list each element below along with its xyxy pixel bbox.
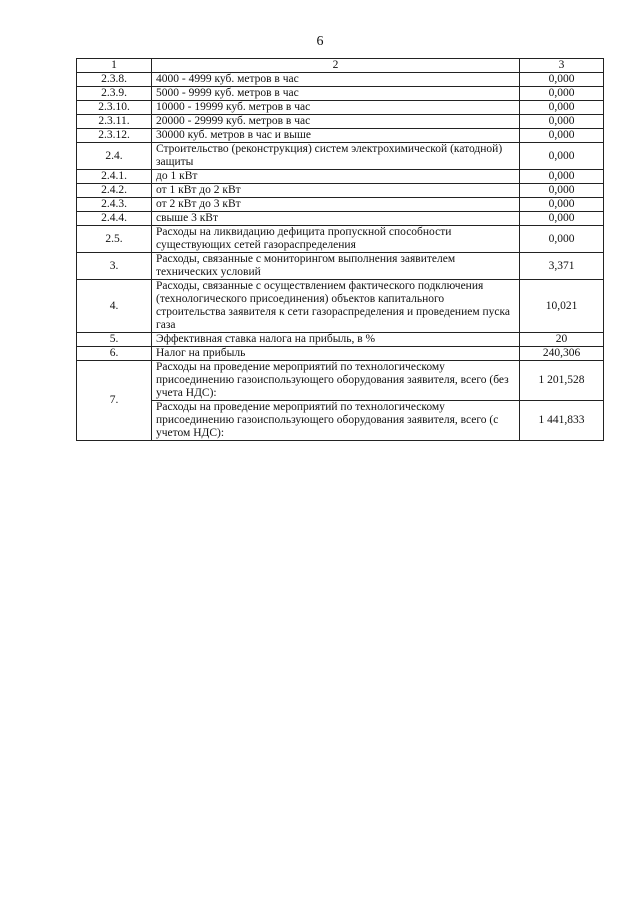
row-number: 4. xyxy=(77,280,152,333)
header-col-1: 1 xyxy=(77,59,152,73)
row-number: 2.3.9. xyxy=(77,87,152,101)
row-description: 5000 - 9999 куб. метров в час xyxy=(152,87,520,101)
page-number: 6 xyxy=(316,34,324,49)
row-value: 0,000 xyxy=(520,212,604,226)
table-row xyxy=(77,115,604,129)
table-row xyxy=(77,184,604,198)
row-description: от 2 кВт до 3 кВт xyxy=(152,198,520,212)
header-col-3: 3 xyxy=(520,59,604,73)
row-value: 0,000 xyxy=(520,226,604,253)
row-number: 2.5. xyxy=(77,226,152,253)
row-description: свыше 3 кВт xyxy=(152,212,520,226)
table-row xyxy=(77,129,604,143)
row-description: Налог на прибыль xyxy=(152,347,520,361)
row-number: 5. xyxy=(77,333,152,347)
row-description: Эффективная ставка налога на прибыль, в % xyxy=(152,333,520,347)
row-number: 2.3.12. xyxy=(77,129,152,143)
row-number: 2.4. xyxy=(77,143,152,170)
cost-table xyxy=(76,58,604,441)
table-row xyxy=(77,143,604,170)
row-value: 0,000 xyxy=(520,184,604,198)
row-value: 0,000 xyxy=(520,129,604,143)
table-row xyxy=(77,73,604,87)
row-value: 20 xyxy=(520,333,604,347)
row-value: 0,000 xyxy=(520,198,604,212)
row-description: Расходы на проведение мероприятий по технологическому присоединению газоиспользующего оборудования заявителя, всего (с учетом НДС): xyxy=(152,401,520,441)
row-description: Расходы на проведение мероприятий по технологическому присоединению газоиспользующего оборудования заявителя, всего (без учета НДС): xyxy=(152,361,520,401)
row-description: 10000 - 19999 куб. метров в час xyxy=(152,101,520,115)
row-value: 0,000 xyxy=(520,115,604,129)
table-row xyxy=(77,401,604,441)
row-value: 0,000 xyxy=(520,143,604,170)
row-description: Строительство (реконструкция) систем электрохимической (катодной) защиты xyxy=(152,143,520,170)
row-number: 2.4.1. xyxy=(77,170,152,184)
table-row xyxy=(77,212,604,226)
row-number: 2.4.3. xyxy=(77,198,152,212)
row-number: 6. xyxy=(77,347,152,361)
row-number: 2.3.11. xyxy=(77,115,152,129)
row-value: 0,000 xyxy=(520,101,604,115)
table-row xyxy=(77,198,604,212)
row-number: 2.3.8. xyxy=(77,73,152,87)
table-row xyxy=(77,226,604,253)
table-row xyxy=(77,101,604,115)
row-number: 3. xyxy=(77,253,152,280)
row-description: 4000 - 4999 куб. метров в час xyxy=(152,73,520,87)
row-description: Расходы, связанные с мониторингом выполнения заявителем технических условий xyxy=(152,253,520,280)
row-value: 1 201,528 xyxy=(520,361,604,401)
table-row xyxy=(77,87,604,101)
row-number: 7. xyxy=(77,361,152,441)
table-row xyxy=(77,361,604,401)
row-number: 2.4.2. xyxy=(77,184,152,198)
table-header-row xyxy=(77,59,604,73)
row-description: Расходы на ликвидацию дефицита пропускной способности существующих сетей газораспределения xyxy=(152,226,520,253)
row-description: 20000 - 29999 куб. метров в час xyxy=(152,115,520,129)
table-row xyxy=(77,170,604,184)
table-row xyxy=(77,333,604,347)
header-col-2: 2 xyxy=(152,59,520,73)
row-value: 3,371 xyxy=(520,253,604,280)
row-number: 2.3.10. xyxy=(77,101,152,115)
row-value: 240,306 xyxy=(520,347,604,361)
row-number: 2.4.4. xyxy=(77,212,152,226)
table-row xyxy=(77,280,604,333)
row-description: Расходы, связанные с осуществлением фактического подключения (технологического присоединения) объектов капитального строительства заявителя к сети газораспределения и проведением пуска газа xyxy=(152,280,520,333)
row-value: 10,021 xyxy=(520,280,604,333)
row-value: 1 441,833 xyxy=(520,401,604,441)
row-value: 0,000 xyxy=(520,73,604,87)
table-row xyxy=(77,347,604,361)
row-description: от 1 кВт до 2 кВт xyxy=(152,184,520,198)
row-description: до 1 кВт xyxy=(152,170,520,184)
row-description: 30000 куб. метров в час и выше xyxy=(152,129,520,143)
table-row xyxy=(77,253,604,280)
row-value: 0,000 xyxy=(520,87,604,101)
row-value: 0,000 xyxy=(520,170,604,184)
